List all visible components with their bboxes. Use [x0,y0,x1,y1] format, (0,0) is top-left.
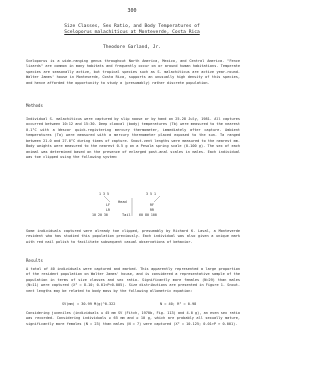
toe-clip-diagram [0,189,264,223]
methods-paragraph-1: Individual S. malachiticus were captured by slip noose or by hand on 25-28 July, 1981. All captures occurred between 10:12 and 15:30. Deep cloacal (body) temperatures (Tb) were measured to the nearest 0.1°C with a Wescor quick-registering mercury thermometer, immediately after capture. Ambient temperatures (Ta) were measured with a mercury thermometer placed exposed to the sun. Ta ranged between 21.0 and 27.0°C during times of capture. Snout-vent lengths were measured to the nearest mm. Body weights were measured to the nearest 0.5 g on a Pesola spring scale (0-100 g). The sex of each animal was determined based on the presence of enlarged post-anal scales in males. Each individual was toe clipped using the following system: [26,117,240,160]
title-line-1: Size Classes, Sex Ratio, and Body Temperatures of [64,24,200,29]
allometric-equation: SV(mm) = 30.99 M(g)^0.322 [62,302,116,306]
head-label: Head [118,200,127,204]
hundreds-right-numbers: 60 80 100 [139,213,157,217]
page-number: 300 [127,8,137,14]
results-paragraph-1: A total of 40 individuals were captured and marked. This apparently represented a large proportion of the resident population on Walter James' house, and is considered a representative sample of the population in terms of size classes and sex ratio. Significantly more females (N=29) than males (N=11) were captured (X² = 8.10; 0.01<P<0.005). Size distributions are presented in Figure 1. Snout-vent lengths may be related to body mass by the following allometric equation: [26,267,240,293]
paper-title [0,24,264,36]
author: Theodore Garland, Jr. [102,45,162,50]
results-paragraph-2: Considering juveniles (individuals ≤ 45 mm SV (Fitch, 1970b, Fig. 113) and 4.0 g), an even sex ratio was recorded. Considering individuals ≥ 65 mm and ≥ 10 g, which are probably all sexually mature, significantly more females (N = 23) than males (N = 7) were captured (X² = 10.125; 0.01>P > 0.001). [26,311,240,326]
tens-left-numbers: 10 20 30 [92,213,108,217]
right-rear-label: RR [150,208,154,212]
methods-heading: Methods [26,103,43,108]
intro-paragraph: Sceloporus is a wide-ranging genus throughout North America, Mexico, and Central America. "Fence lizards" are common in many habitats and frequently occur on or around human habitations. Temperate species are seasonally active, but tropical species such as S. malachiticus are active year-round. Walter James' house in Monteverde, Costa Rica, supports an unusually high density of this species, and hence afforded the opportunity to study a (presumably) rather discrete population. [26,59,240,85]
results-heading: Results [26,258,43,263]
equation-stats: N = 40; R² = 0.98 [160,302,197,306]
top-right-numbers: 3 5 1 [146,192,156,196]
title-line-2: Sceloporus malachiticus at Monteverde, Costa Rica [64,30,200,36]
left-rear-label: LR [106,208,110,212]
tail-label: Tail [122,213,131,217]
methods-paragraph-2: Some individuals captured were already toe clipped, presumably by Richard K. Laval, a Monteverde resident who has studied this population previously. Each individual was also given a unique mark with red nail polish to facilitate subsequent casual observations of behavior. [26,229,240,244]
left-front-label: LF [106,203,110,207]
top-left-numbers: 1 3 5 [99,192,109,196]
right-front-label: RF [150,203,154,207]
